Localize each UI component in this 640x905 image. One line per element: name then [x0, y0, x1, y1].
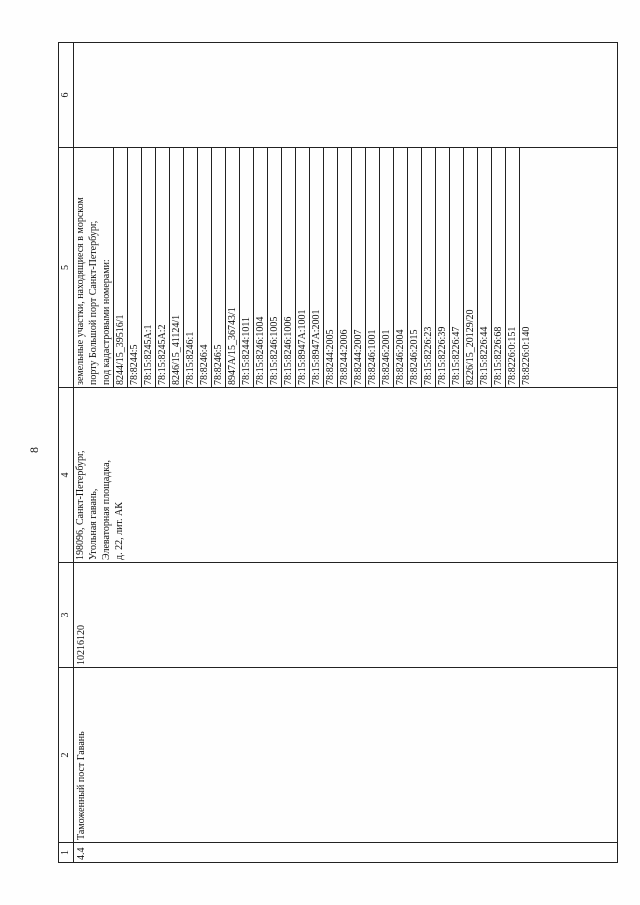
- notes-text: [74, 43, 76, 147]
- name-cell: [74, 668, 618, 843]
- cadastral-number: 78:8244:2007: [351, 148, 365, 387]
- cadastral-number: 78:15:8246:1006: [281, 148, 295, 387]
- description-cell: [74, 148, 618, 388]
- cadastral-number: 78:8244:2006: [337, 148, 351, 387]
- cadastral-number: 78:15:8246:1004: [253, 148, 267, 387]
- header-row: [59, 43, 74, 863]
- cadastral-number: 78:15:8226:47: [449, 148, 463, 387]
- cadastral-number: 78:15:8226:68: [491, 148, 505, 387]
- address-line: д. 22, лит. АК: [114, 502, 125, 560]
- code-cell: [74, 563, 618, 668]
- cadastral-number: 78:8246:2015: [407, 148, 421, 387]
- description-line: земельные участки, находящиеся в морском: [75, 197, 86, 385]
- cadastral-number: 8244/15_39516/1: [113, 148, 127, 387]
- description-line: порту Большой порт Санкт-Петербург,: [88, 220, 99, 385]
- cadastral-number: 8246/15_41124/1: [169, 148, 183, 387]
- cadastral-number: 78:8246:4: [197, 148, 211, 387]
- address-line: Элеваторная площадка,: [101, 459, 112, 560]
- column-header-1: 1: [59, 843, 74, 863]
- cadastral-number: 78:15:8226:23: [421, 148, 435, 387]
- cadastral-number: 78:15:8246:1: [183, 148, 197, 387]
- cadastral-number: 78:15:8226:44: [477, 148, 491, 387]
- cadastral-number: 78:8226:0:140: [519, 148, 533, 387]
- customs-post-name: Таможенный пост Гавань: [76, 731, 87, 840]
- notes-cell: [74, 43, 618, 148]
- column-header-2: 2: [59, 668, 74, 843]
- column-header-5: 5: [59, 148, 74, 388]
- cadastral-number-list: [113, 148, 533, 387]
- address-line: Угольная гавань,: [88, 488, 99, 560]
- cadastral-number: 78:15:8226:39: [435, 148, 449, 387]
- rotated-table-container: [58, 43, 618, 863]
- column-header-6: 6: [59, 43, 74, 148]
- description-line: под кадастровыми номерами:: [101, 259, 112, 385]
- cadastral-number: 78:8246:2001: [379, 148, 393, 387]
- cadastral-number: 78:8226:0:151: [505, 148, 519, 387]
- address-line: 198096, Санкт-Петербург,: [75, 450, 86, 560]
- column-header-4: 4: [59, 388, 74, 563]
- cadastral-number: 78:8244:5: [127, 148, 141, 387]
- cadastral-number: 78:8246:2004: [393, 148, 407, 387]
- row-number: 4.4: [76, 847, 87, 860]
- cadastral-number: 78:8244:2005: [323, 148, 337, 387]
- customs-table: [58, 42, 618, 863]
- cadastral-number: 78:15:8947А:2001: [309, 148, 323, 387]
- cadastral-number: 78:15:8245А:1: [141, 148, 155, 387]
- customs-post-code: 10216120: [76, 625, 87, 665]
- cadastral-number: 8226/15_20129/20: [463, 148, 477, 387]
- cadastral-number: 78:15:8244:1011: [239, 148, 253, 387]
- column-header-3: 3: [59, 563, 74, 668]
- cadastral-number: 78:15:8245А:2: [155, 148, 169, 387]
- cadastral-number: 8947А/15_36743/1: [225, 148, 239, 387]
- table-row: [74, 43, 618, 863]
- cadastral-number: 78:8246:1001: [365, 148, 379, 387]
- cadastral-number: 78:15:8947А:1001: [295, 148, 309, 387]
- address-cell: [74, 388, 618, 563]
- cadastral-number: 78:8246:5: [211, 148, 225, 387]
- row-number-cell: [74, 843, 618, 863]
- page-number: 8: [27, 447, 41, 453]
- cadastral-number: 78:15:8246:1005: [267, 148, 281, 387]
